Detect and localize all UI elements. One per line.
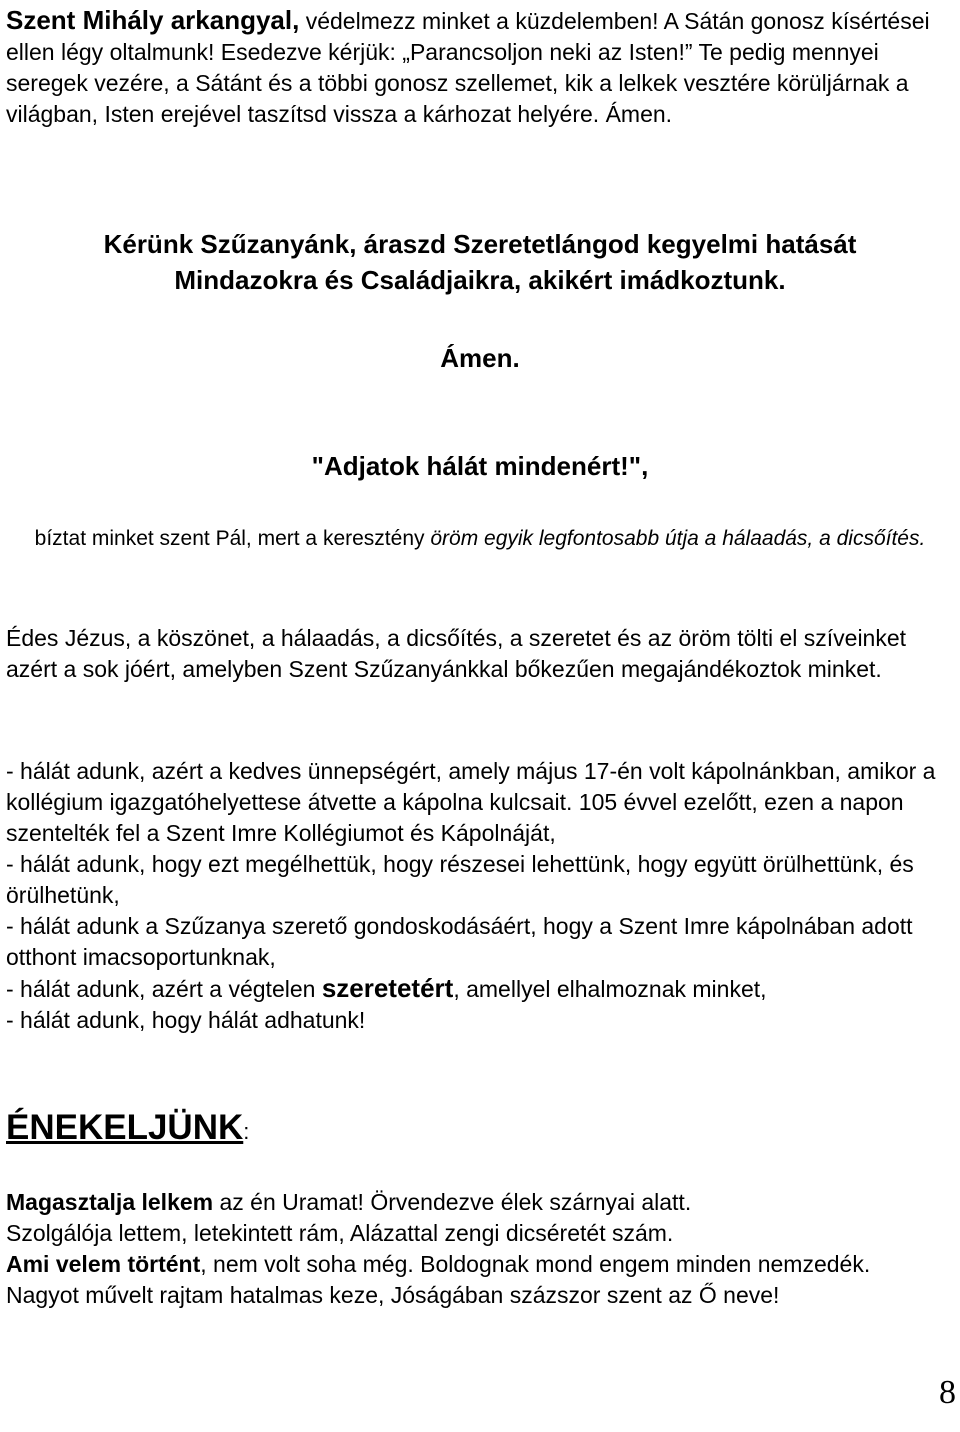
thanks-item-2: - hálát adunk, hogy ezt megélhettük, hogy részesei lehettünk, hogy együtt örülhettünk, és örülhetünk, bbox=[6, 851, 914, 908]
exhortation-normal: bíztat minket szent Pál, mert a keresztény bbox=[34, 527, 431, 550]
intro-lead: Szent Mihály arkangyal, bbox=[6, 5, 300, 35]
song-line-3-bold: Ami velem történt bbox=[6, 1251, 201, 1277]
intro-paragraph bbox=[6, 5, 956, 130]
thanks-heading: "Adjatok hálát mindenért!", bbox=[311, 451, 649, 481]
thanks-item-5: - hálát adunk, hogy hálát adhatunk! bbox=[6, 1007, 366, 1033]
page-number: 8 bbox=[939, 1374, 956, 1411]
petition-heading bbox=[6, 226, 954, 298]
song-line-3-rest: , nem volt soha még. Boldognak mond engem minden nemzedék. bbox=[200, 1251, 871, 1277]
thanks-item-4-before: - hálát adunk, azért a végtelen bbox=[6, 976, 322, 1002]
petition-amen: Ámen. bbox=[440, 343, 520, 373]
song-line-1 bbox=[6, 1187, 954, 1218]
exhortation-italic: öröm egyik legfontosabb útja a hálaadás, a dicsőítés. bbox=[430, 527, 926, 550]
jesus-paragraph: Édes Jézus, a köszönet, a hálaadás, a dicsőítés, a szeretet és az öröm tölti el szíveinket azért a sok jóért, amelyben Szent Szűzanyánkkal bőkezűen megajándékoztok minket. bbox=[6, 625, 907, 682]
sing-heading-colon: : bbox=[243, 1119, 250, 1144]
song-line-3 bbox=[6, 1249, 954, 1280]
sing-heading bbox=[6, 1104, 249, 1156]
song-line-2: Szolgálója lettem, letekintett rám, Alázattal zengi dicséretét szám. bbox=[6, 1220, 674, 1246]
thanks-item-4 bbox=[6, 973, 954, 1005]
song-lyrics bbox=[6, 1187, 954, 1311]
song-line-1-rest: az én Uramat! Örvendezve élek szárnyai alatt. bbox=[213, 1189, 692, 1215]
petition-line-2: Mindazokra és Családjaikra, akikért imádkoztunk. bbox=[174, 265, 786, 295]
thanks-item-4-bold: szeretetért bbox=[321, 973, 454, 1003]
thanks-item-4-after: , amellyel elhalmoznak minket, bbox=[453, 976, 767, 1002]
song-line-1-bold: Magasztalja lelkem bbox=[6, 1189, 214, 1215]
thanks-list bbox=[6, 756, 954, 1036]
thanks-item-1: - hálát adunk, azért a kedves ünnepségért, amely május 17-én volt kápolnánkban, amikor a kollégium igazgatóhelyettese átvette a kápolna kulcsait. 105 évvel ezelőtt, ezen a napon szentelték fel a Szent Imre Kollégiumot és Kápolnáját, bbox=[6, 758, 936, 846]
sing-heading-text: ÉNEKELJÜNK bbox=[6, 1108, 244, 1147]
song-line-4: Nagyot művelt rajtam hatalmas keze, Jóságában százszor szent az Ő neve! bbox=[6, 1282, 780, 1308]
thanks-item-3: - hálát adunk a Szűzanya szerető gondoskodásáért, hogy a Szent Imre kápolnában adott otthont imacsoportunknak, bbox=[6, 913, 913, 970]
intro-text: védelmezz minket a küzdelemben! A Sátán gonosz kísértései ellen légy oltalmunk! Esedezve kérjük: „Parancsoljon neki az Isten!” Te pedig mennyei seregek vezére, a Sátánt és a többi gonosz szellemet, kik a lelkek vesztére körüljárnak a világban, Isten erejével taszítsd vissza a kárhozat helyére. Ámen. bbox=[6, 8, 930, 127]
exhortation bbox=[6, 523, 954, 554]
petition-line-1: Kérünk Szűzanyánk, áraszd Szeretetlángod kegyelmi hatását bbox=[103, 229, 857, 259]
